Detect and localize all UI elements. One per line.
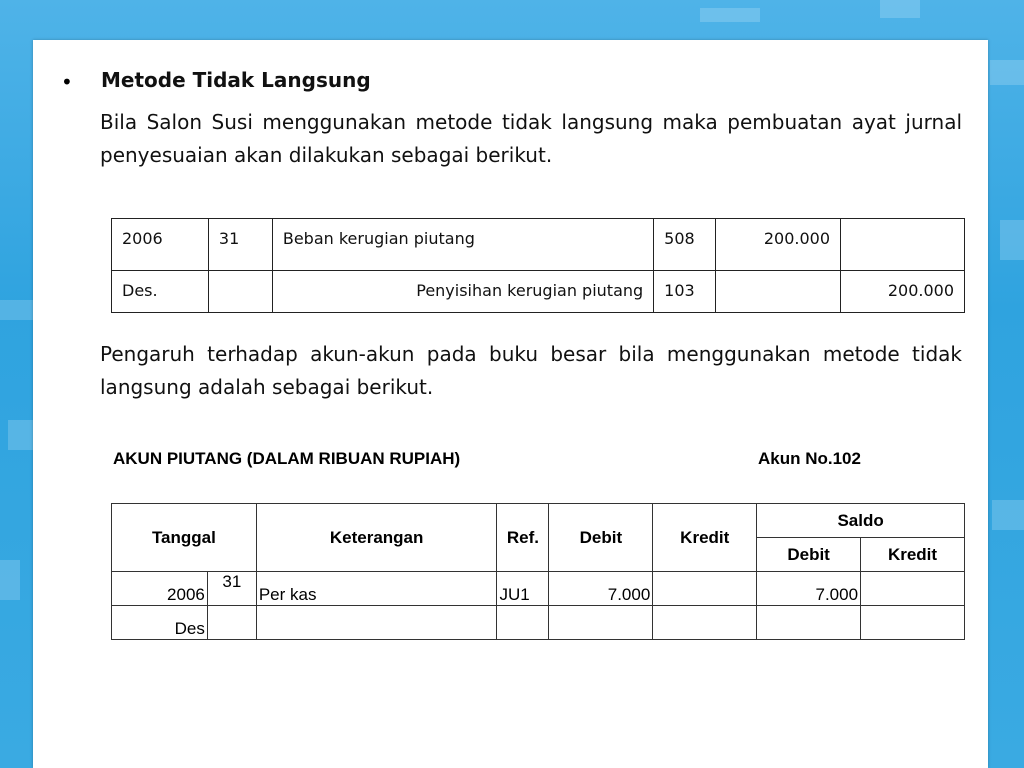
- journal-day: [208, 271, 272, 313]
- header-saldo-debit: Debit: [757, 538, 861, 572]
- header-saldo: Saldo: [757, 504, 965, 538]
- header-keterangan: Keterangan: [256, 504, 497, 572]
- header-kredit: Kredit: [653, 504, 757, 572]
- effect-paragraph: Pengaruh terhadap akun-akun pada buku besar bila menggunakan metode tidak langsung adalah sebagai berikut.: [100, 342, 962, 399]
- bullet-marker: •: [61, 70, 73, 94]
- ledger-month: Des: [112, 606, 208, 640]
- ledger-saldo-kredit: [861, 572, 965, 606]
- ledger-debit: [549, 606, 653, 640]
- journal-ref: 103: [654, 271, 716, 313]
- journal-table: [111, 218, 965, 313]
- journal-day: 31: [208, 219, 272, 271]
- ledger-description: [256, 606, 497, 640]
- section-heading: Metode Tidak Langsung: [101, 68, 371, 92]
- journal-year: 2006: [112, 219, 209, 271]
- ledger-ref: JU1: [497, 572, 549, 606]
- journal-debit: 200.000: [716, 219, 841, 271]
- journal-description: Beban kerugian piutang: [272, 219, 653, 271]
- journal-ref: 508: [654, 219, 716, 271]
- journal-row: [112, 219, 965, 271]
- ledger-saldo-debit: 7.000: [757, 572, 861, 606]
- journal-credit: [841, 219, 965, 271]
- ledger-saldo-debit: [757, 606, 861, 640]
- ledger-description: Per kas: [256, 572, 497, 606]
- ledger-row: [112, 606, 965, 640]
- journal-credit: 200.000: [841, 271, 965, 313]
- ledger-credit: [653, 606, 757, 640]
- journal-debit: [716, 271, 841, 313]
- header-ref: Ref.: [497, 504, 549, 572]
- ledger-credit: [653, 572, 757, 606]
- ledger-day: [207, 606, 256, 640]
- ledger-year: 2006: [112, 572, 208, 606]
- header-debit: Debit: [549, 504, 653, 572]
- ledger-row: [112, 572, 965, 606]
- header-tanggal: Tanggal: [112, 504, 257, 572]
- ledger-saldo-kredit: [861, 606, 965, 640]
- ledger-table: [111, 503, 965, 640]
- journal-row: [112, 271, 965, 313]
- intro-paragraph: Bila Salon Susi menggunakan metode tidak langsung maka pembuatan ayat jurnal penyesuaian akan dilakukan sebagai berikut.: [100, 110, 962, 167]
- ledger-header-row: [112, 504, 965, 538]
- journal-month: Des.: [112, 271, 209, 313]
- journal-description: Penyisihan kerugian piutang: [272, 271, 653, 313]
- ledger-title: AKUN PIUTANG (DALAM RIBUAN RUPIAH): [113, 449, 461, 468]
- header-saldo-kredit: Kredit: [861, 538, 965, 572]
- ledger-day: 31: [207, 572, 256, 606]
- slide: [33, 40, 988, 768]
- ledger-debit: 7.000: [549, 572, 653, 606]
- ledger-account-number: Akun No.102: [758, 449, 861, 468]
- ledger-ref: [497, 606, 549, 640]
